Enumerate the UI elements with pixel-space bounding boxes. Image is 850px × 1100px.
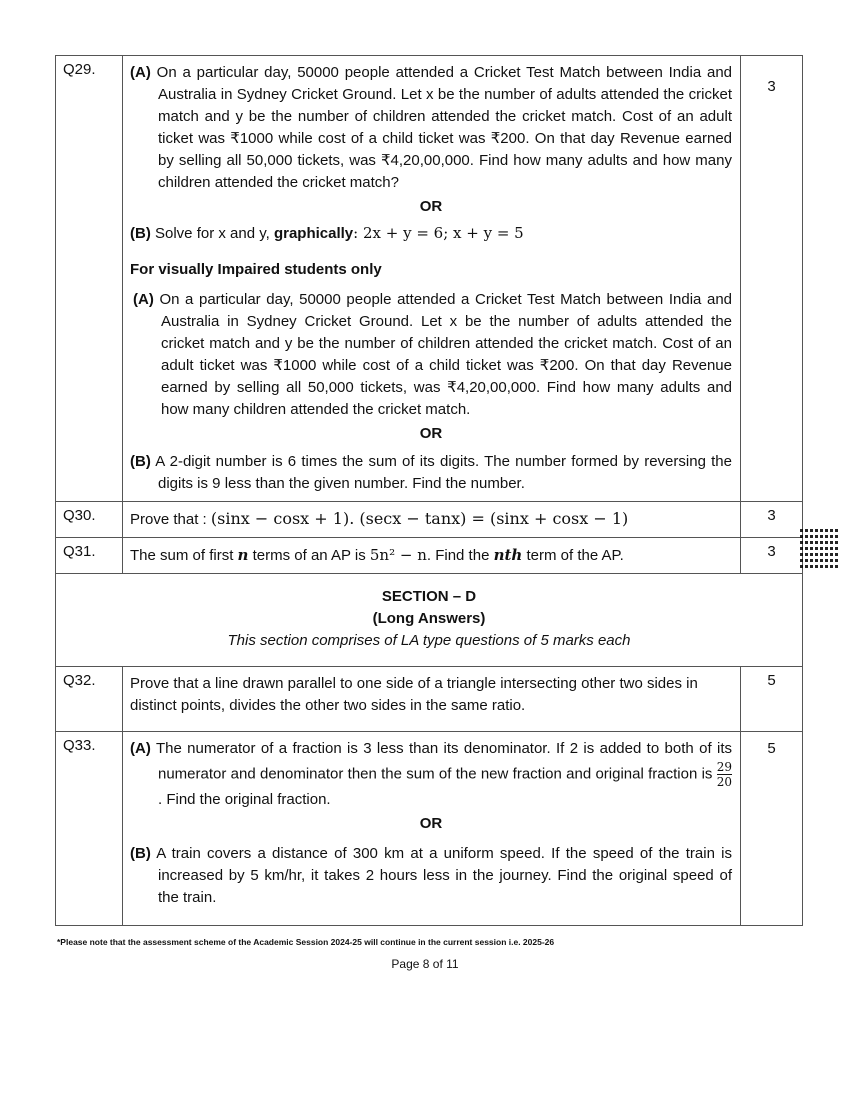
section-note: For visually Impaired students only: [130, 261, 382, 278]
question-text: On a particular day, 50000 people attended a Cricket Test Match between India and Australia in Sydney Cricket Ground. Let x be the number of adults attended the cricket match and y be the number of children attended the cricket match. Cost of an adult ticket was ₹1000 while cost of a child ticket was ₹200. On that day Revenue earned by selling all 50,000 tickets, was ₹4,20,00,000. Find how many adults and how many children attended the cricket match?: [156, 64, 733, 191]
question-text: Prove that a line drawn parallel to one side of a triangle intersecting other two sides in distinct points, divides the other two sides in the same ratio.: [123, 667, 741, 732]
numerator: 29: [716, 760, 732, 774]
option-label: (A): [133, 291, 154, 308]
question-text: A train covers a distance of 300 km at a uniform speed. If the speed of the train is increased by 5 km/hr, it takes 2 hours less in the journey. Find the original speed of the train.: [156, 845, 732, 906]
option-label: (B): [130, 845, 151, 862]
option-label: (A): [130, 64, 151, 81]
fraction: [717, 760, 732, 789]
question-text: . Find the original fraction.: [158, 791, 331, 808]
qr-code-icon: [800, 528, 838, 568]
math-var: n: [237, 546, 249, 564]
math-var: nth: [493, 546, 523, 564]
option-label: (B): [130, 225, 151, 242]
question-row-29: [56, 56, 803, 502]
question-number: Q32.: [56, 667, 123, 732]
footer-note: *Please note that the assessment scheme of the Academic Session 2024-25 will continue in the current session i.e. 2025-26: [57, 937, 555, 947]
question-text: Prove that :: [130, 511, 207, 528]
question-row-30: [56, 502, 803, 538]
question-text: term of the AP.: [522, 547, 624, 564]
section-header-row: [56, 574, 803, 667]
marks: 3: [741, 502, 803, 538]
question-text: The numerator of a fraction is 3 less than its denominator. If 2 is added to both of its numerator and denominator then the sum of the new fraction and original fraction is: [155, 740, 732, 783]
equation: (sinx − cosx + 1). (secx − tanx) = (sinx + cosx − 1): [210, 509, 629, 528]
question-row-32: [56, 667, 803, 732]
question-body: [123, 56, 741, 502]
section-subtitle: (Long Answers): [372, 610, 486, 627]
page-number: Page 8 of 11: [391, 957, 459, 971]
or-label: OR: [419, 425, 443, 442]
option-label: (B): [130, 453, 151, 470]
question-number: Q29.: [56, 56, 123, 502]
or-label: OR: [419, 815, 443, 832]
question-text: A 2-digit number is 6 times the sum of its digits. The number formed by reversing the digits is 9 less than the given number. Find the number.: [155, 453, 732, 492]
section-title: SECTION – D: [381, 588, 477, 605]
emphasis: graphically: [273, 225, 354, 242]
question-row-31: [56, 538, 803, 574]
question-text: The sum of first: [130, 547, 238, 564]
equation: : 2x + y = 6; x + y = 5: [353, 224, 524, 242]
denominator: 20: [716, 775, 732, 789]
marks: 3: [741, 538, 803, 574]
option-label: (A): [130, 740, 151, 757]
marks: 3: [741, 56, 803, 502]
question-text: On a particular day, 50000 people attended a Cricket Test Match between India and Australia in Sydney Cricket Ground. Let x be the number of adults attended the cricket match and y be the number of children attended the cricket match. Cost of an adult ticket was ₹1000 while cost of a child ticket was ₹200. On that day Revenue earned by selling all 50,000 tickets, was ₹4,20,00,000. Find how many adults and how many children attended the cricket match.: [159, 291, 733, 418]
section-description: This section comprises of LA type questions of 5 marks each: [227, 632, 631, 649]
marks: 5: [741, 732, 803, 926]
question-number: Q30.: [56, 502, 123, 538]
question-number: Q31.: [56, 538, 123, 574]
or-label: OR: [419, 198, 443, 215]
question-number: Q33.: [56, 732, 123, 926]
marks: 5: [741, 667, 803, 732]
question-text: Solve for x and y,: [155, 225, 274, 242]
question-row-33: [56, 732, 803, 926]
question-text: terms of an AP is: [248, 547, 370, 564]
equation: 5n² − n: [369, 546, 427, 564]
question-table: [55, 55, 803, 926]
question-text: . Find the: [426, 547, 494, 564]
